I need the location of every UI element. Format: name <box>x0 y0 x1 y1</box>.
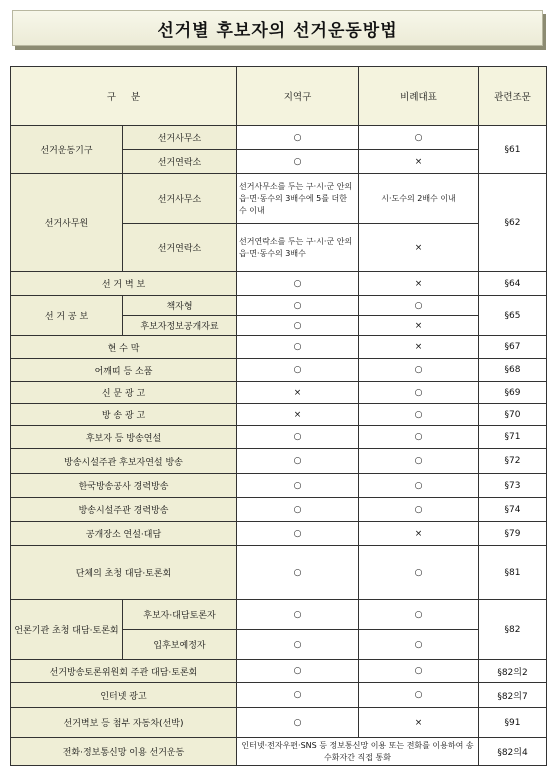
row-subcategory: 후보자정보공개자료 <box>123 316 237 336</box>
district-cell: ○ <box>237 683 359 708</box>
district-cell: ○ <box>237 359 359 382</box>
article-cell: §82의4 <box>479 738 547 766</box>
proportional-cell: ○ <box>359 660 479 683</box>
proportional-cell: ○ <box>359 546 479 600</box>
proportional-cell: × <box>359 316 479 336</box>
district-cell: ○ <box>237 426 359 449</box>
proportional-cell: ○ <box>359 600 479 630</box>
row-category: 방송시설주관 후보자연설 방송 <box>11 449 237 474</box>
article-cell: §70 <box>479 404 547 426</box>
article-cell: §73 <box>479 474 547 498</box>
article-cell: §74 <box>479 498 547 522</box>
table-row <box>11 474 547 498</box>
district-cell: ○ <box>237 336 359 359</box>
proportional-cell: 시·도수의 2배수 이내 <box>359 174 479 224</box>
row-subcategory: 선거연락소 <box>123 150 237 174</box>
district-cell: ○ <box>237 449 359 474</box>
row-subcategory: 선거연락소 <box>123 224 237 272</box>
row-category: 선거운동기구 <box>11 126 123 174</box>
district-cell: × <box>237 382 359 404</box>
table-row <box>11 336 547 359</box>
table-row <box>11 498 547 522</box>
proportional-cell: × <box>359 522 479 546</box>
header-category: 구 분 <box>11 67 237 126</box>
table-row <box>11 522 547 546</box>
proportional-cell: ○ <box>359 404 479 426</box>
proportional-cell: ○ <box>359 474 479 498</box>
table-row <box>11 359 547 382</box>
row-category: 전화·정보통신망 이용 선거운동 <box>11 738 237 766</box>
proportional-cell: ○ <box>359 449 479 474</box>
row-category: 방 송 광 고 <box>11 404 237 426</box>
row-category: 어깨띠 등 소품 <box>11 359 237 382</box>
table-row <box>11 600 547 630</box>
article-cell: §65 <box>479 296 547 336</box>
district-cell: ○ <box>237 708 359 738</box>
article-cell: §72 <box>479 449 547 474</box>
article-cell: §82의7 <box>479 683 547 708</box>
proportional-cell: × <box>359 708 479 738</box>
proportional-cell: × <box>359 336 479 359</box>
row-subcategory: 후보자·대담토론자 <box>123 600 237 630</box>
proportional-cell: × <box>359 150 479 174</box>
table-row <box>11 174 547 224</box>
table-row <box>11 296 547 316</box>
row-category: 방송시설주관 경력방송 <box>11 498 237 522</box>
table-row <box>11 708 547 738</box>
district-cell: ○ <box>237 600 359 630</box>
proportional-cell: ○ <box>359 498 479 522</box>
row-subcategory: 선거사무소 <box>123 126 237 150</box>
article-cell: §82의2 <box>479 660 547 683</box>
district-proportional-cell: 인터넷·전자우편·SNS 등 정보통신망 이용 또는 전화를 이용하여 송수화자간 직접 통화 <box>237 738 479 766</box>
district-cell: ○ <box>237 498 359 522</box>
table-row <box>11 449 547 474</box>
district-cell: ○ <box>237 474 359 498</box>
district-cell: ○ <box>237 272 359 296</box>
row-category: 선 거 공 보 <box>11 296 123 336</box>
row-category: 선거방송토론위원회 주관 대담·토론회 <box>11 660 237 683</box>
row-category: 선거벽보 등 첨부 자동차(선박) <box>11 708 237 738</box>
row-category: 현 수 막 <box>11 336 237 359</box>
district-cell: ○ <box>237 546 359 600</box>
row-category: 선거사무원 <box>11 174 123 272</box>
proportional-cell: × <box>359 272 479 296</box>
proportional-cell: ○ <box>359 426 479 449</box>
district-cell: ○ <box>237 660 359 683</box>
table-row <box>11 404 547 426</box>
district-cell: ○ <box>237 630 359 660</box>
campaign-methods-table <box>10 66 547 766</box>
proportional-cell: ○ <box>359 359 479 382</box>
row-category: 후보자 등 방송연설 <box>11 426 237 449</box>
district-cell: 선거연락소를 두는 구·시·군 안의 읍·면·동수의 3배수 <box>237 224 359 272</box>
district-cell: ○ <box>237 522 359 546</box>
proportional-cell: × <box>359 224 479 272</box>
proportional-cell: ○ <box>359 126 479 150</box>
table-row <box>11 426 547 449</box>
table-row <box>11 382 547 404</box>
district-cell: ○ <box>237 316 359 336</box>
title-banner <box>12 10 543 46</box>
article-cell: §91 <box>479 708 547 738</box>
article-cell: §62 <box>479 174 547 272</box>
row-category: 선 거 벽 보 <box>11 272 237 296</box>
proportional-cell: ○ <box>359 630 479 660</box>
article-cell: §68 <box>479 359 547 382</box>
article-cell: §82 <box>479 600 547 660</box>
proportional-cell: ○ <box>359 296 479 316</box>
table-row <box>11 738 547 766</box>
row-category: 언론기관 초청 대담·토론회 <box>11 600 123 660</box>
row-category: 단체의 초청 대담·토론회 <box>11 546 237 600</box>
page-title: 선거별 후보자의 선거운동방법 <box>157 20 398 41</box>
district-cell: ○ <box>237 150 359 174</box>
article-cell: §71 <box>479 426 547 449</box>
article-cell: §64 <box>479 272 547 296</box>
table-header-row <box>11 67 547 126</box>
row-subcategory: 선거사무소 <box>123 174 237 224</box>
article-cell: §81 <box>479 546 547 600</box>
header-article: 관련조문 <box>479 67 547 126</box>
row-category: 신 문 광 고 <box>11 382 237 404</box>
header-proportional: 비례대표 <box>359 67 479 126</box>
table-row <box>11 126 547 150</box>
proportional-cell: ○ <box>359 382 479 404</box>
row-subcategory: 입후보예정자 <box>123 630 237 660</box>
header-district: 지역구 <box>237 67 359 126</box>
district-cell: ○ <box>237 126 359 150</box>
article-cell: §69 <box>479 382 547 404</box>
table-row <box>11 683 547 708</box>
proportional-cell: ○ <box>359 683 479 708</box>
table-row <box>11 546 547 600</box>
row-subcategory: 책자형 <box>123 296 237 316</box>
article-cell: §79 <box>479 522 547 546</box>
article-cell: §61 <box>479 126 547 174</box>
row-category: 공개장소 연설·대담 <box>11 522 237 546</box>
district-cell: ○ <box>237 296 359 316</box>
article-cell: §67 <box>479 336 547 359</box>
district-cell: 선거사무소를 두는 구·시·군 안의 읍·면·동수의 3배수에 5를 더한 수 이내 <box>237 174 359 224</box>
table-row <box>11 272 547 296</box>
row-category: 한국방송공사 경력방송 <box>11 474 237 498</box>
table-row <box>11 660 547 683</box>
district-cell: × <box>237 404 359 426</box>
row-category: 인터넷 광고 <box>11 683 237 708</box>
